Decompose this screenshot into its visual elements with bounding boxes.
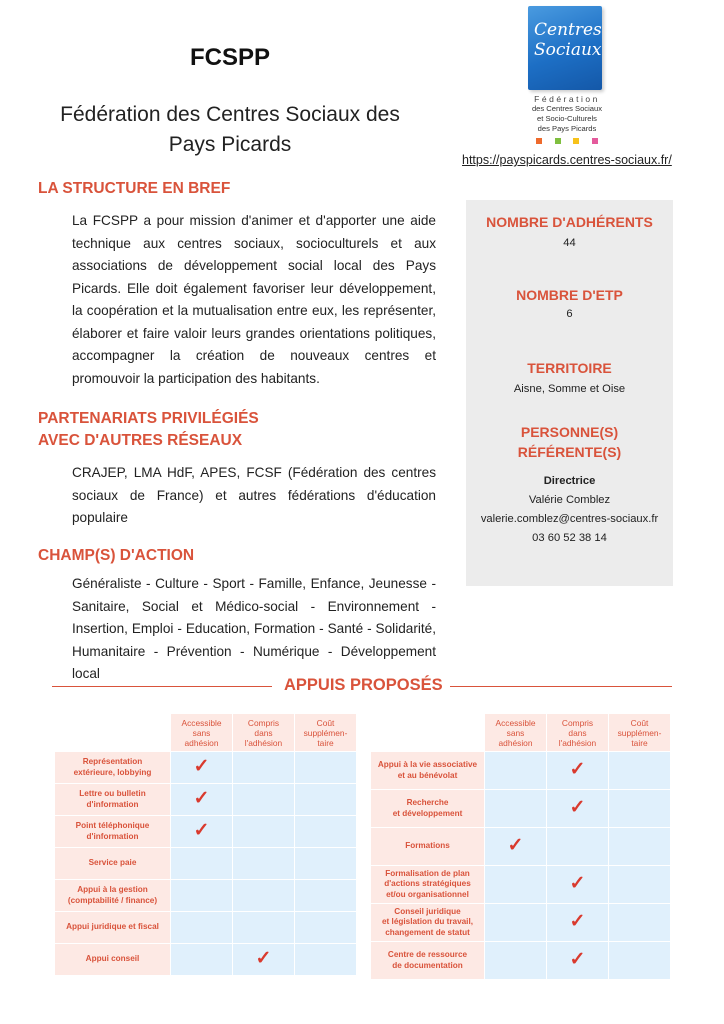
table-row [371, 942, 671, 980]
referent-role: Directrice [543, 475, 596, 487]
service-label [55, 848, 171, 880]
appuis-divider-left [52, 686, 272, 687]
service-label [371, 752, 485, 790]
checkmark-icon: ✓ [569, 949, 586, 970]
service-label-line: Représentation [82, 757, 143, 766]
logo-square-green [555, 138, 561, 144]
checkmark-icon: ✓ [507, 835, 524, 856]
adherents-label: NOMBRE D'ADHÉRENTS [486, 214, 653, 230]
appuis-divider-right [450, 686, 672, 687]
column-header-line: Coût [316, 717, 335, 728]
availability-cell [171, 752, 233, 784]
referent-phone: 03 60 52 38 14 [532, 532, 607, 544]
service-label [371, 904, 485, 942]
availability-cell [171, 784, 233, 816]
availability-cell [609, 866, 671, 904]
service-label-line: Appui conseil [85, 954, 140, 964]
availability-cell [295, 912, 357, 944]
availability-cell [485, 828, 547, 866]
checkmark-icon: ✓ [193, 820, 210, 841]
service-label [371, 942, 485, 980]
partners-heading [38, 408, 259, 452]
territoire-label: TERRITOIRE [527, 360, 612, 376]
availability-cell [485, 752, 547, 790]
column-header-line: adhésion [184, 737, 219, 748]
table-row [55, 784, 357, 816]
availability-cell [609, 828, 671, 866]
referent-name: Valérie Comblez [528, 494, 611, 506]
service-label-line: Formations [405, 841, 450, 851]
etp-label: NOMBRE D'ETP [516, 287, 623, 303]
referent-block [466, 422, 673, 548]
key-facts-sidebar [466, 200, 673, 586]
table-row [371, 904, 671, 942]
logo-box-text [534, 20, 602, 60]
service-label [55, 752, 171, 784]
etp-block [466, 285, 673, 324]
availability-cell [295, 784, 357, 816]
availability-cell [609, 904, 671, 942]
table-row [55, 816, 357, 848]
checkmark-icon: ✓ [569, 759, 586, 780]
column-header-line: l'adhésion [244, 737, 283, 748]
column-header-line: Accessible [495, 717, 536, 728]
availability-cell [485, 790, 547, 828]
checkmark-icon: ✓ [193, 756, 210, 777]
column-header [485, 714, 547, 752]
column-header-line: taire [317, 737, 334, 748]
logo-square-yellow [573, 138, 579, 144]
column-header [295, 714, 357, 752]
availability-cell [233, 880, 295, 912]
website-link[interactable]: https://payspicards.centres-sociaux.fr/ [462, 153, 672, 167]
appuis-title: APPUIS PROPOSÉS [284, 676, 443, 694]
checkmark-icon: ✓ [569, 797, 586, 818]
table-row [371, 866, 671, 904]
availability-cell [547, 866, 609, 904]
service-label [55, 816, 171, 848]
table-row [55, 848, 357, 880]
champ-action-text: Généraliste - Culture - Sport - Famille, Enfance, Jeunesse - Sanitaire, Social et Médico-social - Environnement - Insertion, Emploi - Education, Formation - Santé - Solidarité, Humanitaire - Prévention - Numérique - Développement local [72, 576, 436, 681]
appuis-table-right [370, 713, 671, 980]
service-label-line: Centre de ressource [387, 950, 468, 959]
table-row [55, 752, 357, 784]
service-label-line: et au bénévolat [397, 770, 458, 780]
etp-value: 6 [566, 308, 573, 320]
service-label-line: Appui juridique et fiscal [66, 922, 159, 932]
logo-color-squares [536, 138, 598, 144]
service-label-line: et/ou organisationnel [386, 889, 469, 899]
availability-cell [171, 816, 233, 848]
service-label-line: (comptabilité / finance) [67, 895, 158, 905]
column-header-line: supplémen- [617, 727, 662, 738]
availability-cell [171, 944, 233, 976]
checkmark-icon: ✓ [569, 911, 586, 932]
table-row [371, 752, 671, 790]
logo-caption-line-1: Fédération [534, 94, 600, 104]
service-label [371, 790, 485, 828]
table-header-blank [371, 714, 485, 752]
service-label-line: changement de statut [385, 927, 470, 937]
logo-caption-line-2: des Centres Sociaux [531, 104, 603, 113]
table-header-row [55, 714, 357, 752]
service-label [371, 866, 485, 904]
service-label-line: et législation du travail, [382, 917, 473, 927]
column-header-line: dans [254, 727, 273, 738]
availability-cell [233, 848, 295, 880]
territoire-block [466, 358, 673, 399]
availability-cell [485, 904, 547, 942]
partners-heading-line-1: PARTENARIATS PRIVILÉGIÉS [38, 410, 259, 427]
service-label-line: Conseil juridique [394, 906, 461, 916]
column-header-line: dans [568, 727, 587, 738]
column-header [547, 714, 609, 752]
checkmark-icon: ✓ [193, 788, 210, 809]
availability-cell [485, 942, 547, 980]
column-header-line: supplémen- [303, 727, 348, 738]
availability-cell [295, 848, 357, 880]
service-label-line: Appui à la vie associative [377, 760, 478, 769]
logo-square-orange [536, 138, 542, 144]
page-title: FCSPP [189, 44, 270, 71]
logo-caption-line-4: des Pays Picards [537, 124, 597, 133]
service-label [55, 784, 171, 816]
availability-cell [609, 942, 671, 980]
logo-square-pink [592, 138, 598, 144]
table-header-blank [55, 714, 171, 752]
centres-sociaux-logo [528, 6, 606, 144]
adherents-value: 44 [563, 237, 576, 249]
availability-cell [609, 752, 671, 790]
service-label-line: et développement [392, 808, 463, 818]
adherents-block [466, 212, 673, 253]
availability-cell [171, 880, 233, 912]
service-label-line: de documentation [392, 960, 463, 970]
availability-cell [295, 752, 357, 784]
logo-box-line-2: Sociaux [534, 40, 602, 60]
availability-cell [171, 912, 233, 944]
availability-cell [485, 866, 547, 904]
column-header-line: l'adhésion [558, 737, 597, 748]
availability-cell [233, 816, 295, 848]
column-header [233, 714, 295, 752]
availability-cell [171, 848, 233, 880]
logo-box-line-1: Centres [534, 20, 602, 40]
champ-action-heading: CHAMP(S) D'ACTION [38, 547, 195, 564]
subtitle-line-2: Pays Picards [168, 133, 292, 156]
column-header-line: adhésion [498, 737, 533, 748]
availability-cell [547, 828, 609, 866]
checkmark-icon: ✓ [569, 873, 586, 894]
availability-cell [295, 944, 357, 976]
column-header-line: Accessible [181, 717, 222, 728]
referent-label-line-1: PERSONNE(S) [520, 424, 619, 440]
service-label [55, 912, 171, 944]
availability-cell [547, 904, 609, 942]
structure-text: La FCSPP a pour mission d'animer et d'apporter une aide technique aux centres sociaux, socioculturels et aux associations de développement social local des Pays Picards. Elle doit également favoriser leur développement, la coopération et la mutualisation entre eux, les représenter, élaborer et faire valoir leurs grandes orientations politiques, accompagner la création de nouveaux centres et promouvoir la participation des habitants. [72, 213, 436, 386]
logo-blue-box [528, 6, 602, 90]
column-header-line: Compris [561, 717, 594, 728]
table-row [371, 790, 671, 828]
service-label-line: Appui à la gestion [77, 885, 148, 894]
referent-email[interactable]: valerie.comblez@centres-sociaux.fr [480, 513, 659, 525]
column-header-line: sans [506, 727, 525, 738]
availability-cell [233, 784, 295, 816]
column-header-line: taire [631, 737, 648, 748]
service-label-line: d'actions stratégiques [384, 879, 471, 889]
availability-cell [233, 912, 295, 944]
service-label-line: Lettre ou bulletin [79, 789, 146, 798]
availability-cell [295, 880, 357, 912]
service-label-line: Service paie [88, 858, 137, 868]
logo-caption [528, 94, 606, 134]
table-row [55, 912, 357, 944]
partners-text: CRAJEP, LMA HdF, APES, FCSF (Fédération des centres sociaux de France) et autres fédérations d'éducation populaire [72, 465, 436, 525]
availability-cell [547, 942, 609, 980]
logo-caption-line-3: et Socio-Culturels [537, 114, 597, 123]
service-label [371, 828, 485, 866]
referent-label-line-2: RÉFÉRENTE(S) [517, 444, 622, 460]
availability-cell [233, 944, 295, 976]
availability-cell [295, 816, 357, 848]
appuis-table-left [54, 713, 357, 976]
checkmark-icon: ✓ [255, 948, 272, 969]
service-label-line: Recherche [406, 798, 449, 807]
availability-cell [547, 790, 609, 828]
territoire-value: Aisne, Somme et Oise [513, 383, 626, 395]
column-header [171, 714, 233, 752]
service-label [55, 880, 171, 912]
table-row [55, 880, 357, 912]
subtitle-line-1: Fédération des Centres Sociaux des [60, 103, 400, 126]
availability-cell [609, 790, 671, 828]
service-label-line: extérieure, lobbying [73, 767, 152, 777]
table-row [371, 828, 671, 866]
organization-full-name [30, 100, 430, 160]
column-header-line: Coût [630, 717, 649, 728]
service-label-line: Formalisation de plan [385, 868, 470, 878]
availability-cell [233, 752, 295, 784]
column-header-line: sans [192, 727, 211, 738]
service-label-line: Point téléphonique [75, 821, 150, 830]
column-header-line: Compris [247, 717, 280, 728]
column-header [609, 714, 671, 752]
service-label-line: d'information [86, 831, 139, 841]
table-header-row [371, 714, 671, 752]
partners-heading-line-2: AVEC D'AUTRES RÉSEAUX [38, 432, 243, 449]
structure-heading: LA STRUCTURE EN BREF [38, 180, 231, 197]
availability-cell [547, 752, 609, 790]
service-label-line: d'information [86, 799, 139, 809]
service-label [55, 944, 171, 976]
table-row [55, 944, 357, 976]
